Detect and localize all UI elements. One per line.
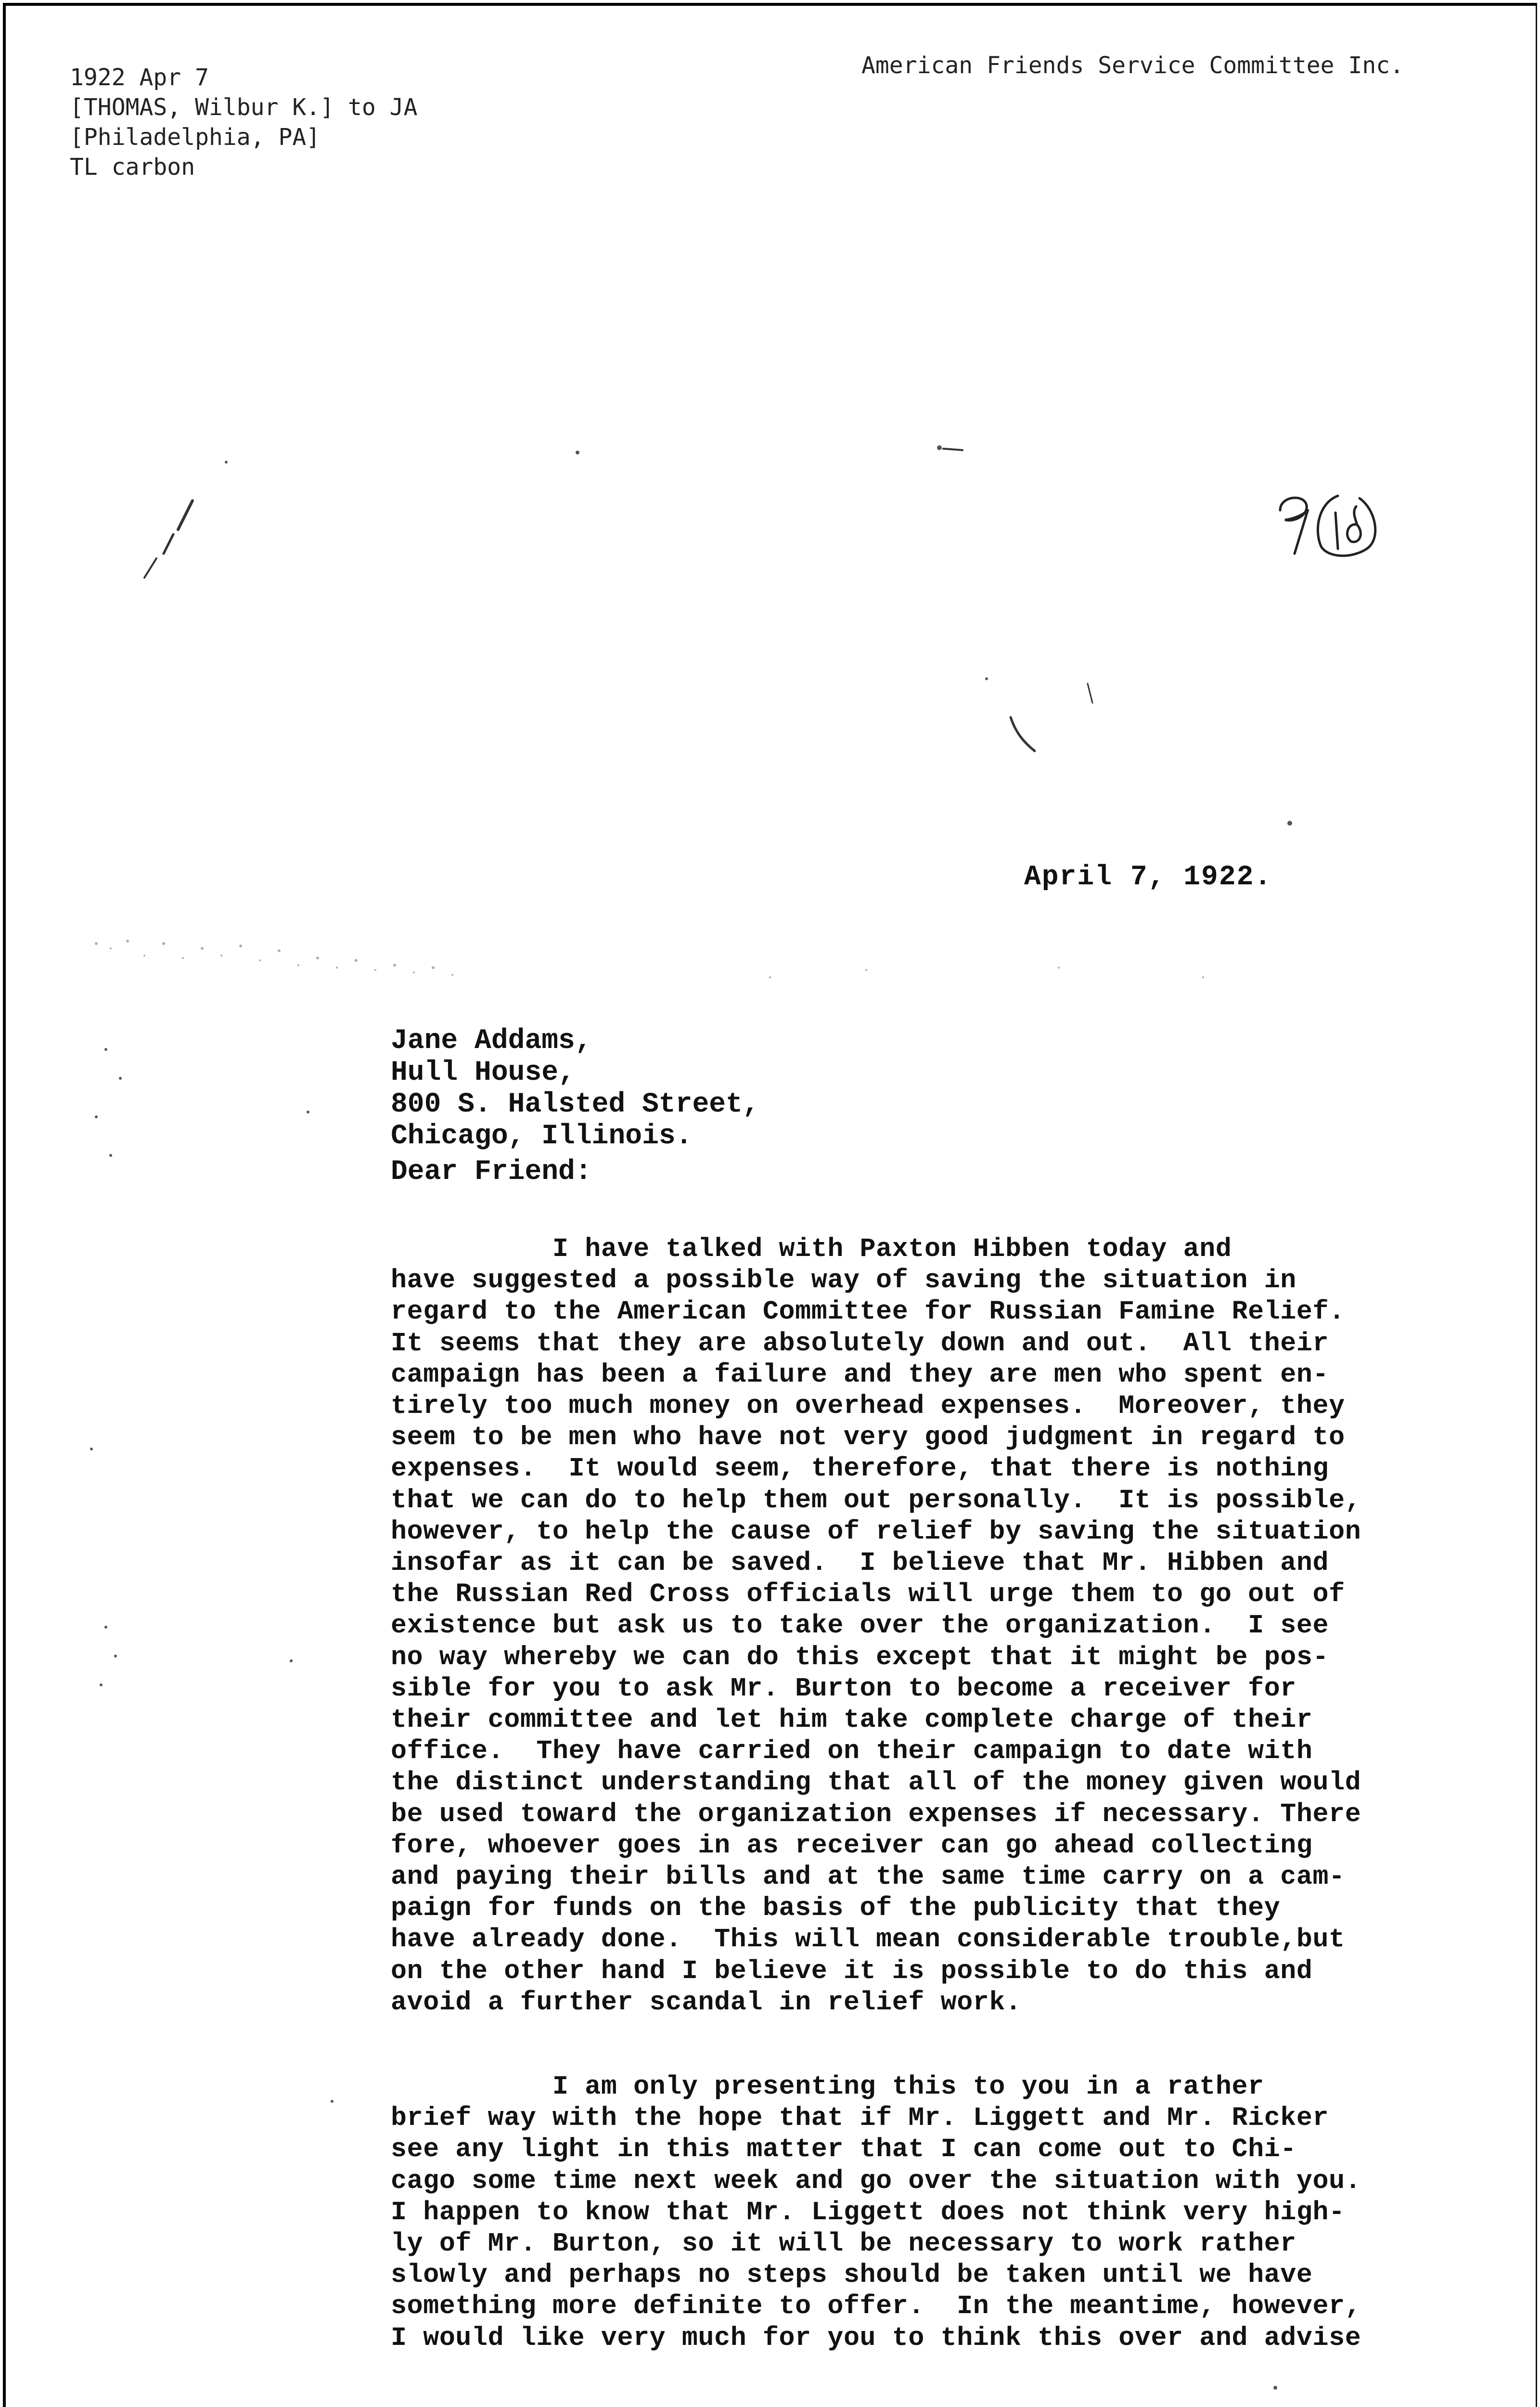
text-line: tirely too much money on overhead expenses. Moreover, they [391,1391,1345,1422]
meta-author-line: [THOMAS, Wilbur K.] to JA [70,94,418,121]
text-line: their committee and let him take complete charge of their [391,1705,1313,1735]
text-line: however, to help the cause of relief by saving the situation [391,1516,1361,1547]
page-border [3,3,1537,2407]
recipient-name: Jane Addams, [391,1025,592,1057]
letter-date: April 7, 1922. [1024,862,1272,893]
text-line: campaign has been a failure and they are men who spent en- [391,1359,1329,1390]
salutation: Dear Friend: [391,1156,592,1188]
meta-place-line: [Philadelphia, PA] [70,124,321,151]
text-line: that we can do to help them out personally. It is possible, [391,1485,1361,1515]
text-line: avoid a further scandal in relief work. [391,1987,1022,2018]
recipient-street: 800 S. Halsted Street, [391,1089,759,1120]
meta-date-line: 1922 Apr 7 [70,64,209,91]
text-line: and paying their bills and at the same time carry on a cam- [391,1862,1345,1892]
text-line: brief way with the hope that if Mr. Liggett and Mr. Ricker [391,2103,1329,2134]
text-line: office. They have carried on their campaign to date with [391,1736,1313,1767]
text-line: the distinct understanding that all of the money given would [391,1767,1361,1798]
archive-metadata [70,63,417,182]
text-line: expenses. It would seem, therefore, that there is nothing [391,1453,1329,1484]
recipient-address [391,1025,759,1152]
text-line: on the other hand I believe it is possible to do this and [391,1955,1313,1986]
text-line: have suggested a possible way of saving the situation in [391,1265,1296,1296]
text-line: I have talked with Paxton Hibben today and [391,1234,1232,1264]
handwritten-annotation [1266,477,1410,573]
text-line: I am only presenting this to you in a rather [391,2071,1264,2102]
text-line: slowly and perhaps no steps should be taken until we have [391,2260,1313,2291]
meta-type-line: TL carbon [70,154,195,181]
text-line: existence but ask us to take over the organization. I see [391,1610,1329,1641]
text-line: no way whereby we can do this except that it might be pos- [391,1642,1329,1672]
recipient-city: Chicago, Illinois. [391,1121,693,1152]
text-line: I happen to know that Mr. Liggett does not think very high- [391,2197,1345,2227]
body-paragraph-1 [391,1233,1361,2018]
text-line: fore, whoever goes in as receiver can go ahead collecting [391,1830,1313,1861]
text-line: It seems that they are absolutely down and out. All their [391,1328,1329,1359]
text-line: sible for you to ask Mr. Burton to become a receiver for [391,1673,1296,1704]
text-line: see any light in this matter that I can come out to Chi- [391,2134,1296,2165]
text-line: have already done. This will mean considerable trouble,but [391,1924,1345,1955]
text-line: I would like very much for you to think this over and advise [391,2322,1361,2353]
text-line: paign for funds on the basis of the publicity that they [391,1893,1281,1924]
text-line: the Russian Red Cross officials will urge them to go out of [391,1579,1345,1610]
text-line: regard to the American Committee for Russian Famine Relief. [391,1296,1345,1327]
text-line: ly of Mr. Burton, so it will be necessary to work rather [391,2228,1296,2259]
text-line: seem to be men who have not very good judgment in regard to [391,1422,1345,1453]
organization-name: American Friends Service Committee Inc. [861,52,1404,79]
text-line: be used toward the organization expenses if necessary. There [391,1799,1361,1829]
recipient-institution: Hull House, [391,1057,575,1088]
body-paragraph-2 [391,2071,1361,2354]
text-line: cago some time next week and go over the situation with you. [391,2165,1361,2196]
text-line: insofar as it can be saved. I believe that Mr. Hibben and [391,1548,1329,1579]
text-line: something more definite to offer. In the meantime, however, [391,2291,1361,2322]
